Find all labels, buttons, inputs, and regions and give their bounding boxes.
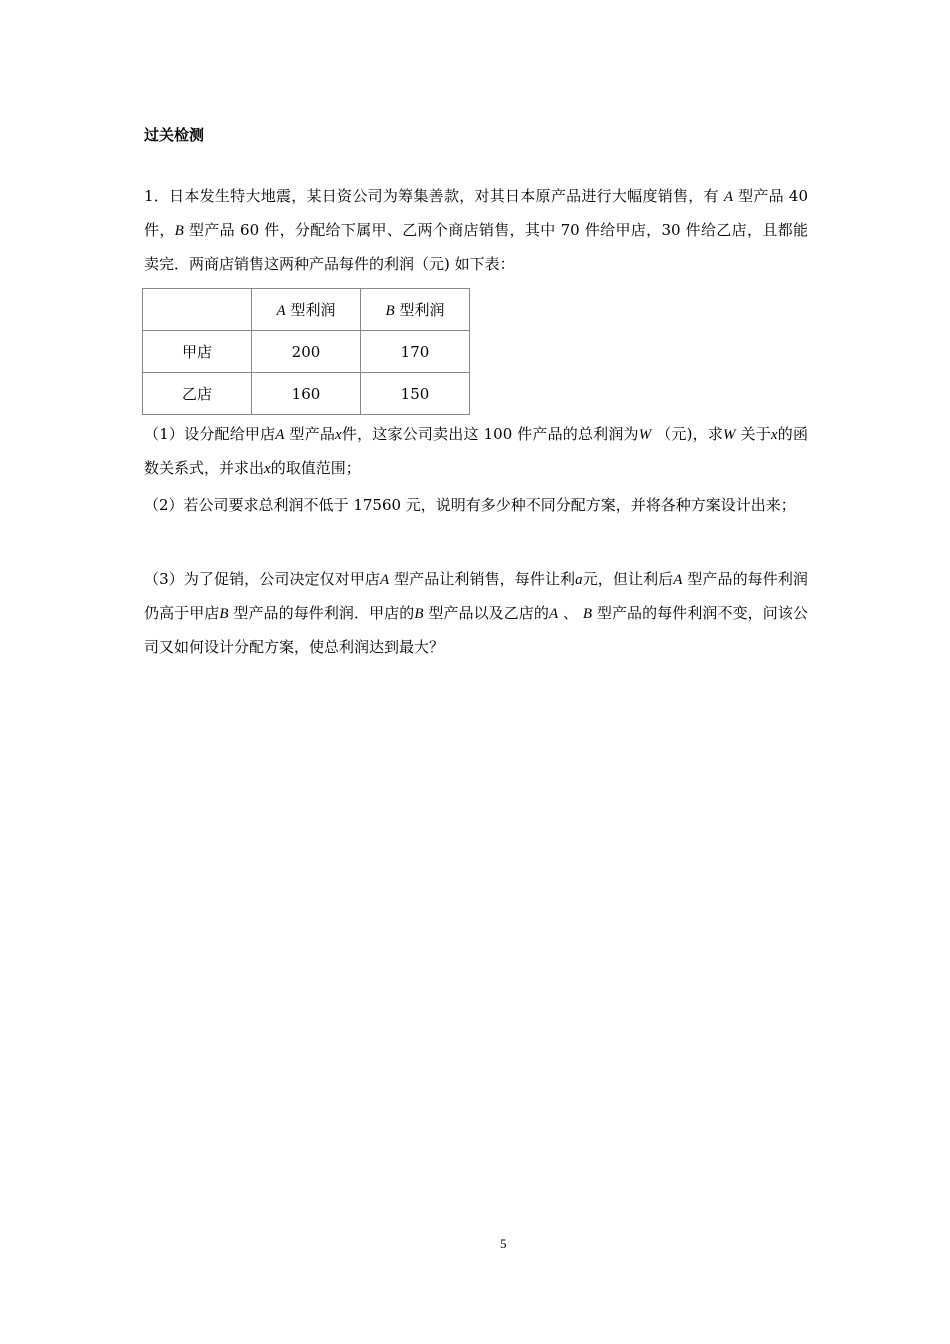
problem-intro: 1．日本发生特大地震，某日资公司为筹集善款，对其日本原产品进行大幅度销售，有 A 型产品 40 件，B 型产品 60 件，分配给下属甲、乙两个商店销售，其中 70 件给甲店，30 件给乙店，且都能卖完．两商店销售这两种产品每件的利润（元) 如下表： (144, 187, 808, 273)
table-cell-b-profit: 170 (361, 331, 470, 373)
table-cell-b-profit: 150 (361, 373, 470, 415)
variable-a: A (723, 189, 734, 205)
table-cell-a-profit: 160 (252, 373, 361, 415)
table-cell-store: 甲店 (143, 331, 252, 373)
page-number: 5 (500, 1236, 507, 1251)
variable-b: B (174, 223, 184, 239)
table-header-cell-empty (143, 289, 252, 331)
table-header-row (143, 289, 470, 331)
profit-table (142, 288, 470, 415)
table-cell-store: 乙店 (143, 373, 252, 415)
question-2: （2）若公司要求总利润不低于 17560 元，说明有多少种不同分配方案，并将各种方案设计出来； (144, 496, 796, 514)
question-1: （1）设分配给甲店A 型产品x件，这家公司卖出这 100 件产品的总利润为W （元)，求W 关于x的函数关系式，并求出x的取值范围； (144, 425, 808, 477)
table-cell-a-profit: 200 (252, 331, 361, 373)
table-header-cell-a: A 型利润 (252, 289, 361, 331)
table-row (143, 331, 470, 373)
question-3: （3）为了促销，公司决定仅对甲店A 型产品让利销售，每件让利a元，但让利后A 型产品的每件利润仍高于甲店B 型产品的每件利润．甲店的B 型产品以及乙店的A 、 B 型产品的每件利润不变，问该公司又如何设计分配方案，使总利润达到最大？ (144, 570, 808, 656)
section-title: 过关检测 (144, 126, 205, 144)
problem-number: 1． (144, 187, 170, 205)
table-row (143, 373, 470, 415)
table-header-cell-b: B 型利润 (361, 289, 470, 331)
